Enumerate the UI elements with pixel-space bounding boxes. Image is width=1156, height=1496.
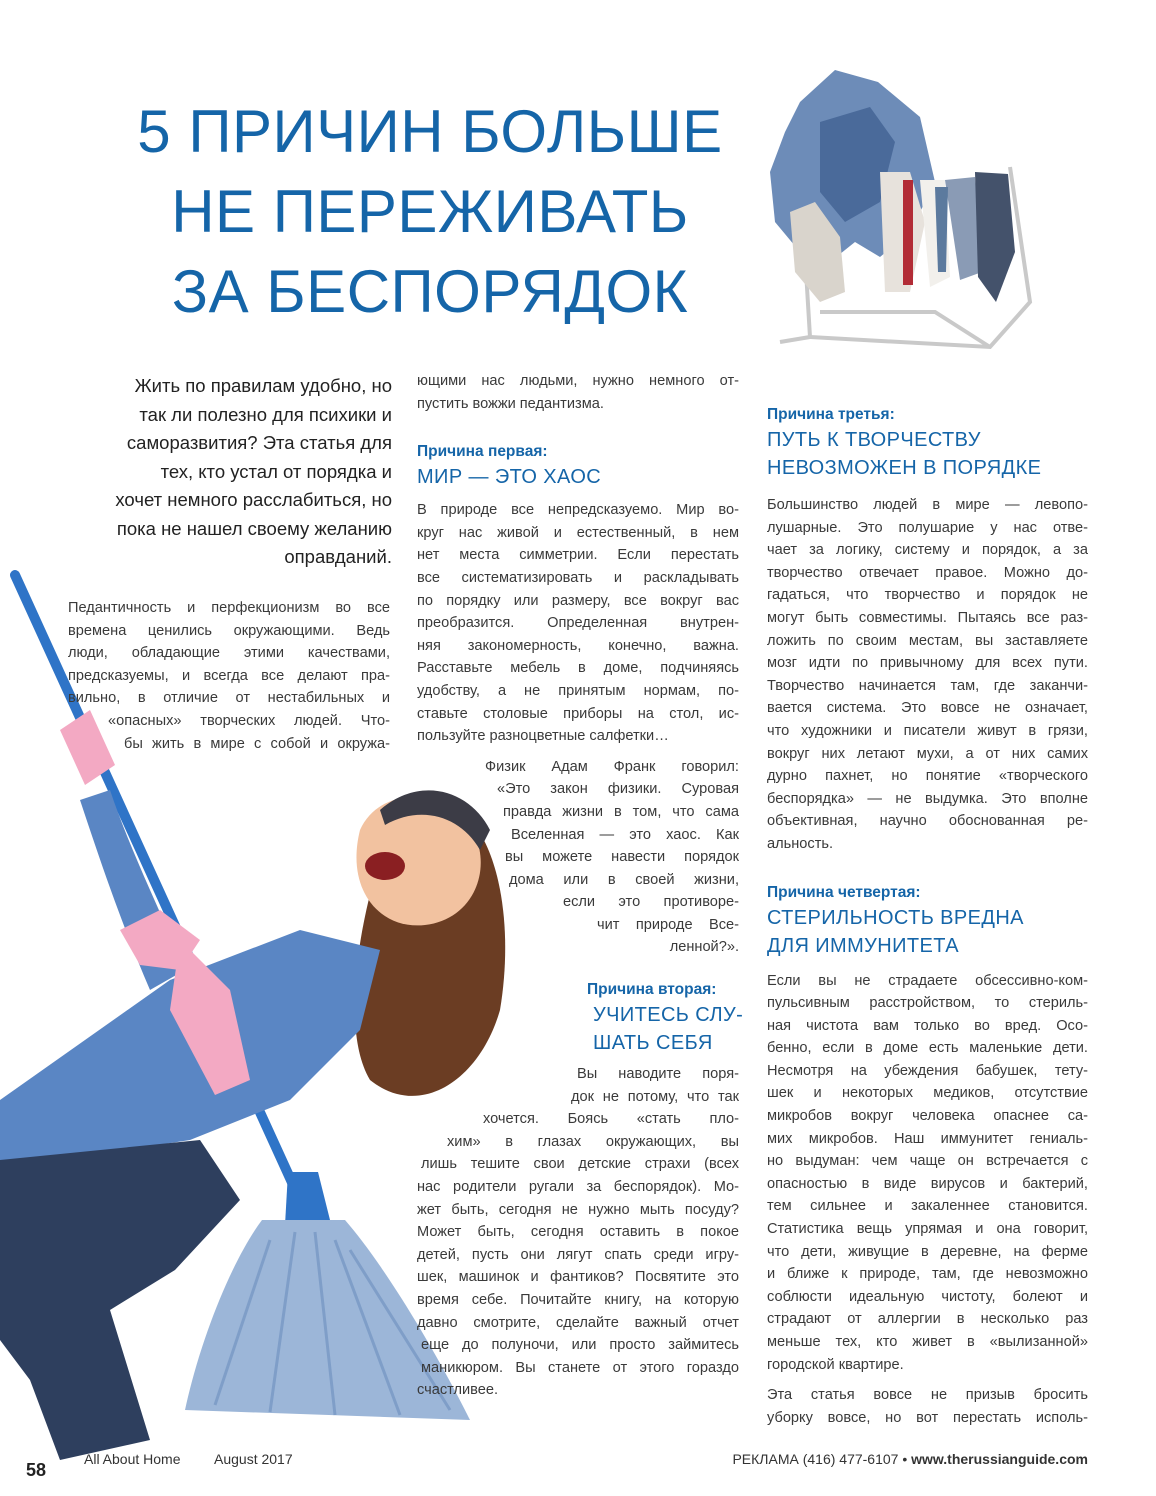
text-line: хим» в глазах окружающих, вы	[447, 1133, 739, 1150]
text-line: дурно пахнет, но понятие «творческого	[767, 768, 1088, 785]
text-line: вается система. Это вовсе не означает,	[767, 700, 1088, 717]
intro-line: тех, кто устал от порядка и	[160, 460, 392, 482]
text-line: альность.	[767, 835, 834, 852]
text-line: вокруг них летают мухи, а от них самих	[767, 745, 1088, 762]
text-line: Педантичность и перфекционизм во все	[68, 600, 390, 616]
text-line: уборку вовсе, но вот перестать исполь-	[767, 1409, 1088, 1426]
reason-1-heading: МИР — ЭТО ХАОС	[417, 466, 602, 489]
text-line: предсказуемы, и всегда все делают пра-	[68, 667, 390, 684]
text-line: счастливее.	[417, 1382, 499, 1399]
text-line: объективная, научно обоснованная ре-	[767, 813, 1088, 830]
text-line: лишь тешите свои детские страхи (всех	[421, 1156, 739, 1173]
article-title	[100, 92, 760, 332]
text-line: «опасных» творческих людей. Что-	[108, 712, 390, 729]
intro-line: так ли полезно для психики и	[139, 403, 392, 425]
text-line: меньше тех, кто живет в «вылизанной»	[767, 1334, 1088, 1350]
reason-2-heading	[593, 1001, 744, 1057]
text-line: лушарные. Это полушарие у нас отве-	[767, 519, 1088, 536]
footer-ad-contact	[732, 1451, 1088, 1467]
reason-3-heading	[767, 426, 1088, 482]
title-line: 5 ПРИЧИН БОЛЬШЕ	[137, 98, 723, 165]
text-line: по порядку или размеру, все вокруг вас	[417, 592, 739, 609]
text-line: няя закономерность, конечно, важна.	[417, 637, 739, 654]
text-line: Вы наводите поря-	[577, 1066, 739, 1083]
text-line: жет быть, сегодня не нужно мыть посуду?	[417, 1201, 739, 1218]
text-line: еще до полуночи, или просто займитесь	[421, 1337, 739, 1354]
text-line: бенно, если в доме есть маленькие дети.	[767, 1040, 1088, 1057]
text-line: что художники и писатели живут в грязи,	[767, 722, 1088, 739]
text-line: Большинство людей в мире — левопо-	[767, 497, 1088, 513]
text-line: тем сильнее и закаленнее становится.	[767, 1198, 1088, 1215]
footer-bullet: •	[902, 1451, 908, 1467]
quote-line: ленной?».	[669, 939, 739, 956]
text-line: ная чистота вам только во вред. Осо-	[767, 1017, 1088, 1034]
text-line: могут быть совместимы. Пытаясь все раз-	[767, 609, 1088, 626]
heading-line: СТЕРИЛЬНОСТЬ ВРЕДНА	[767, 906, 1024, 929]
text-line: Творчество начинается там, где заканчи-	[767, 677, 1088, 694]
reason-1-label: Причина первая:	[417, 443, 548, 461]
text-line: шек, машинок и фантиков? Посвятите это	[417, 1269, 739, 1286]
text-line: вильно, в отличие от нестабильных и	[68, 690, 390, 707]
text-line: Эта статья вовсе не призыв бросить	[767, 1387, 1088, 1404]
quote-line: правда жизни в том, что сама	[503, 803, 739, 820]
reason-3-body	[767, 494, 1088, 856]
text-line: ставьте столовые приборы на стол, ис-	[417, 705, 739, 722]
intro-line: оправданий.	[284, 546, 392, 567]
text-line: нет места симметрии. Если перестать	[417, 547, 739, 564]
reason-3-label: Причина третья:	[767, 406, 895, 423]
heading-line: УЧИТЕСЬ СЛУ-	[593, 1004, 744, 1027]
text-line: городской квартире.	[767, 1356, 904, 1373]
text-line: времена ценились окружающими. Ведь	[68, 622, 390, 639]
reason-4-body	[767, 970, 1088, 1377]
column-2	[417, 370, 744, 1402]
quote-line: если это противоре-	[563, 894, 739, 911]
heading-line: ШАТЬ СЕБЯ	[593, 1032, 713, 1055]
quote-line: вы можете навести порядок	[505, 849, 739, 866]
text-line: беспорядка» — не выдумка. Это вполне	[767, 790, 1088, 807]
column-1-text	[68, 597, 390, 755]
intro-line: саморазвития? Эта статья для	[126, 432, 392, 453]
text-line: Статистика вещь упрямая и она говорит,	[767, 1221, 1088, 1238]
continuation-text	[767, 1384, 1088, 1429]
column-3	[767, 404, 1088, 1429]
text-line: чает за логику, систему и порядок, а за	[767, 542, 1088, 559]
title-line: ЗА БЕСПОРЯДОК	[171, 258, 689, 325]
reason-4-label: Причина четвертая:	[767, 883, 921, 901]
text-line: пустить вожжи педантизма.	[417, 395, 604, 412]
text-line: все систематизировать и раскладывать	[417, 569, 739, 586]
text-line: гадаться, что творчество и порядок не	[767, 587, 1088, 604]
text-line: нас родители ругали за беспорядок). Мо-	[417, 1179, 739, 1196]
text-line: удобству, а не принятым нормам, по-	[417, 682, 739, 699]
text-line: преобразится. Определенная внутрен-	[417, 615, 739, 632]
text-line: ющими нас людьми, нужно немного от-	[417, 373, 739, 389]
text-line: круг нас живой и естественный, в нем	[417, 524, 739, 541]
quote-line: Вселенная — это хаос. Как	[511, 826, 739, 843]
website-link[interactable]: www.therussianguide.com	[911, 1451, 1088, 1467]
text-line: док не потому, что так	[571, 1088, 739, 1105]
text-line: бы жить в мире с собой и окружа-	[124, 735, 390, 752]
text-line: люди, обладающие этими качествами,	[68, 645, 390, 662]
text-line: детей, пусть они лягут спать среди игру-	[417, 1246, 739, 1263]
text-line: Несмотря на убеждения бабушек, тету-	[767, 1062, 1088, 1079]
text-line: мих микробов. Наш иммунитет гениаль-	[767, 1130, 1088, 1147]
text-line: творчество отвечает правое. Можно до-	[767, 564, 1088, 581]
text-line: соблюсти идеальную чистоту, болеют и	[767, 1288, 1088, 1305]
text-line: Расставьте мебель в доме, подчиняясь	[417, 660, 739, 677]
text-line: но выдуман: чем чаще он встречается с	[767, 1153, 1088, 1170]
quote-line: Физик Адам Франк говорил:	[485, 758, 739, 775]
quote-line: чит природе Все-	[597, 916, 739, 933]
text-line: В природе все непредсказуемо. Мир во-	[417, 502, 739, 519]
text-line: страдают от аллергии в несколько раз	[767, 1311, 1088, 1328]
footer-magazine: All About Home	[84, 1451, 181, 1467]
ad-label: РЕКЛАМА (416) 477-6107	[732, 1451, 899, 1467]
heading-line: НЕВОЗМОЖЕН В ПОРЯДКЕ	[767, 457, 1042, 479]
footer-issue: August 2017	[214, 1451, 293, 1467]
page-number: 58	[26, 1460, 47, 1480]
text-line: время себе. Почитайте книгу, на которую	[417, 1292, 739, 1308]
intro-lead	[40, 372, 392, 572]
text-line: пульсивным расстройством, то стериль-	[767, 995, 1088, 1012]
reason-4-heading	[767, 904, 1088, 960]
heading-line: ПУТЬ К ТВОРЧЕСТВУ	[767, 429, 981, 451]
text-line: Может быть, сегодня оставить в покое	[417, 1224, 739, 1241]
text-line: хочется. Боясь «стать пло-	[483, 1111, 739, 1128]
quote-line: дома или в своей жизни,	[509, 871, 739, 888]
text-line: маникюром. Вы станете от этого гораздо	[421, 1359, 739, 1376]
intro-line: пока не нашел своему желанию	[116, 517, 392, 539]
intro-line: хочет немного расслабиться, но	[115, 489, 392, 510]
text-line: опасностью в виде вирусов и бактерий,	[767, 1175, 1088, 1192]
text-line: Если вы не страдаете обсессивно-ком-	[767, 972, 1088, 989]
text-line: микробов вокруг человека опаснее са-	[767, 1108, 1088, 1125]
intro-line: Жить по правилам удобно, но	[134, 375, 392, 396]
reason-2-body	[417, 1063, 739, 1402]
text-line: и ближе к природе, там, где невозможно	[767, 1266, 1088, 1283]
text-line: ложить по своим местам, вы заставляете	[767, 632, 1088, 649]
text-line: мозг идти по привычному для всех пути.	[767, 655, 1088, 672]
reason-1-quote	[417, 756, 739, 959]
text-line: давно смотрите, сделайте важный отчет	[417, 1314, 739, 1331]
laundry-rack-image	[760, 62, 1040, 362]
title-line: НЕ ПЕРЕЖИВАТЬ	[171, 178, 689, 245]
text-line: шек и некоторых медиков, отсутствие	[767, 1085, 1088, 1102]
text-line: пользуйте разноцветные салфетки…	[417, 728, 669, 745]
quote-line: «Это закон физики. Суровая	[497, 781, 739, 798]
reason-2-label: Причина вторая:	[587, 981, 717, 999]
heading-line: ДЛЯ ИММУНИТЕТА	[767, 934, 959, 957]
reason-1-body	[417, 499, 739, 748]
text-line: что дети, живущие в деревне, на ферме	[767, 1243, 1088, 1260]
